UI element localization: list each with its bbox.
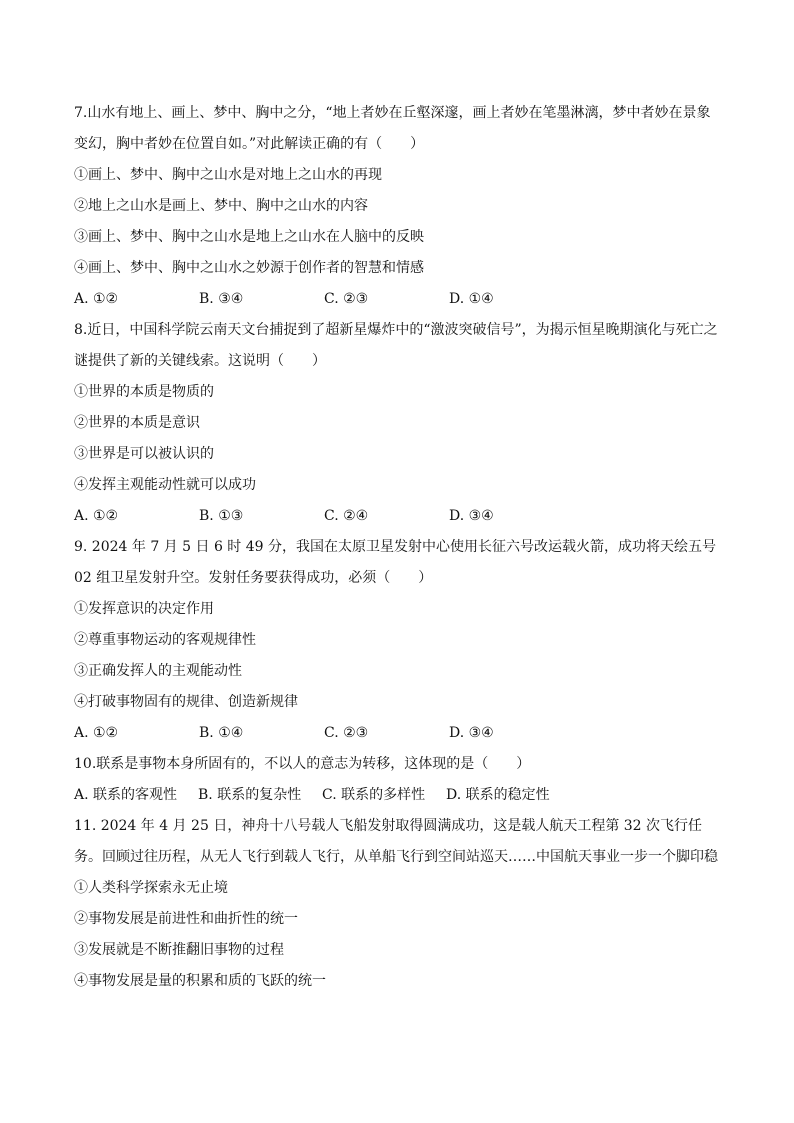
option-c: C. ②③	[324, 725, 369, 741]
option-b: B. 联系的复杂性	[198, 787, 302, 803]
statement-item: ②事物发展是前进性和曲折性的统一	[74, 911, 298, 927]
statement-item: ②尊重事物运动的客观规律性	[74, 632, 256, 648]
question-10	[74, 749, 724, 811]
statement-item: ①世界的本质是物质的	[74, 384, 214, 400]
option-d: D. 联系的稳定性	[446, 787, 550, 803]
option-b: B. ①④	[199, 725, 244, 741]
statement-item: ①人类科学探索永无止境	[74, 880, 228, 896]
statement-item: ③发展就是不断推翻旧事物的过程	[74, 942, 284, 958]
question-7	[74, 98, 724, 315]
question-9	[74, 532, 724, 749]
answer-options	[74, 780, 724, 811]
statement-item: ①画上、梦中、胸中之山水是对地上之山水的再现	[74, 167, 382, 183]
option-d: D. ③④	[449, 725, 494, 741]
statement-item: ③正确发挥人的主观能动性	[74, 663, 242, 679]
statement-item: ②地上之山水是画上、梦中、胸中之山水的内容	[74, 198, 368, 214]
question-stem: 11. 2024 年 4 月 25 日，神舟十八号载人飞船发射取得圆满成功，这是载人航天工程第 32 次飞行任务。回顾过往历程，从无人飞行到载人飞行，从单船飞行到空间站巡天……中国航天事业一步一个脚印稳	[74, 818, 718, 865]
option-d: D. ③④	[449, 508, 494, 524]
question-stem: 10.联系是事物本身所固有的，不以人的意志为转移，这体现的是（ ）	[74, 756, 531, 772]
option-a: A. ①②	[74, 508, 119, 524]
option-a: A. ①②	[74, 725, 119, 741]
question-stem: 8.近日，中国科学院云南天文台捕捉到了超新星爆炸中的“激波突破信号”，为揭示恒星晚期演化与死亡之谜提供了新的关键线索。这说明（ ）	[74, 322, 718, 369]
option-c: C. ②③	[324, 291, 369, 307]
exam-page	[74, 98, 724, 997]
question-stem: 7.山水有地上、画上、梦中、胸中之分，“地上者妙在丘壑深邃，画上者妙在笔墨淋漓，梦中者妙在景象变幻，胸中者妙在位置自如。”对此解读正确的有（ ）	[74, 105, 711, 152]
answer-options	[74, 284, 724, 315]
question-11	[74, 811, 724, 997]
option-a: A. ①②	[74, 291, 119, 307]
option-b: B. ①③	[199, 508, 244, 524]
answer-options	[74, 501, 724, 532]
option-b: B. ③④	[199, 291, 244, 307]
option-c: C. ②④	[324, 508, 369, 524]
question-8	[74, 315, 724, 532]
statement-item: ①发挥意识的决定作用	[74, 601, 214, 617]
option-a: A. 联系的客观性	[74, 787, 178, 803]
statement-item: ④发挥主观能动性就可以成功	[74, 477, 256, 493]
statement-item: ④打破事物固有的规律、创造新规律	[74, 694, 298, 710]
statement-item: ②世界的本质是意识	[74, 415, 200, 431]
statement-item: ③世界是可以被认识的	[74, 446, 214, 462]
option-d: D. ①④	[449, 291, 494, 307]
answer-options	[74, 718, 724, 749]
statement-item: ④画上、梦中、胸中之山水之妙源于创作者的智慧和情感	[74, 260, 424, 276]
statement-item: ④事物发展是量的积累和质的飞跃的统一	[74, 973, 326, 989]
question-stem: 9. 2024 年 7 月 5 日 6 时 49 分，我国在太原卫星发射中心使用长征六号改运载火箭，成功将天绘五号 02 组卫星发射升空。发射任务要获得成功，必须（ ）	[74, 539, 717, 586]
option-c: C. 联系的多样性	[322, 787, 426, 803]
statement-item: ③画上、梦中、胸中之山水是地上之山水在人脑中的反映	[74, 229, 424, 245]
